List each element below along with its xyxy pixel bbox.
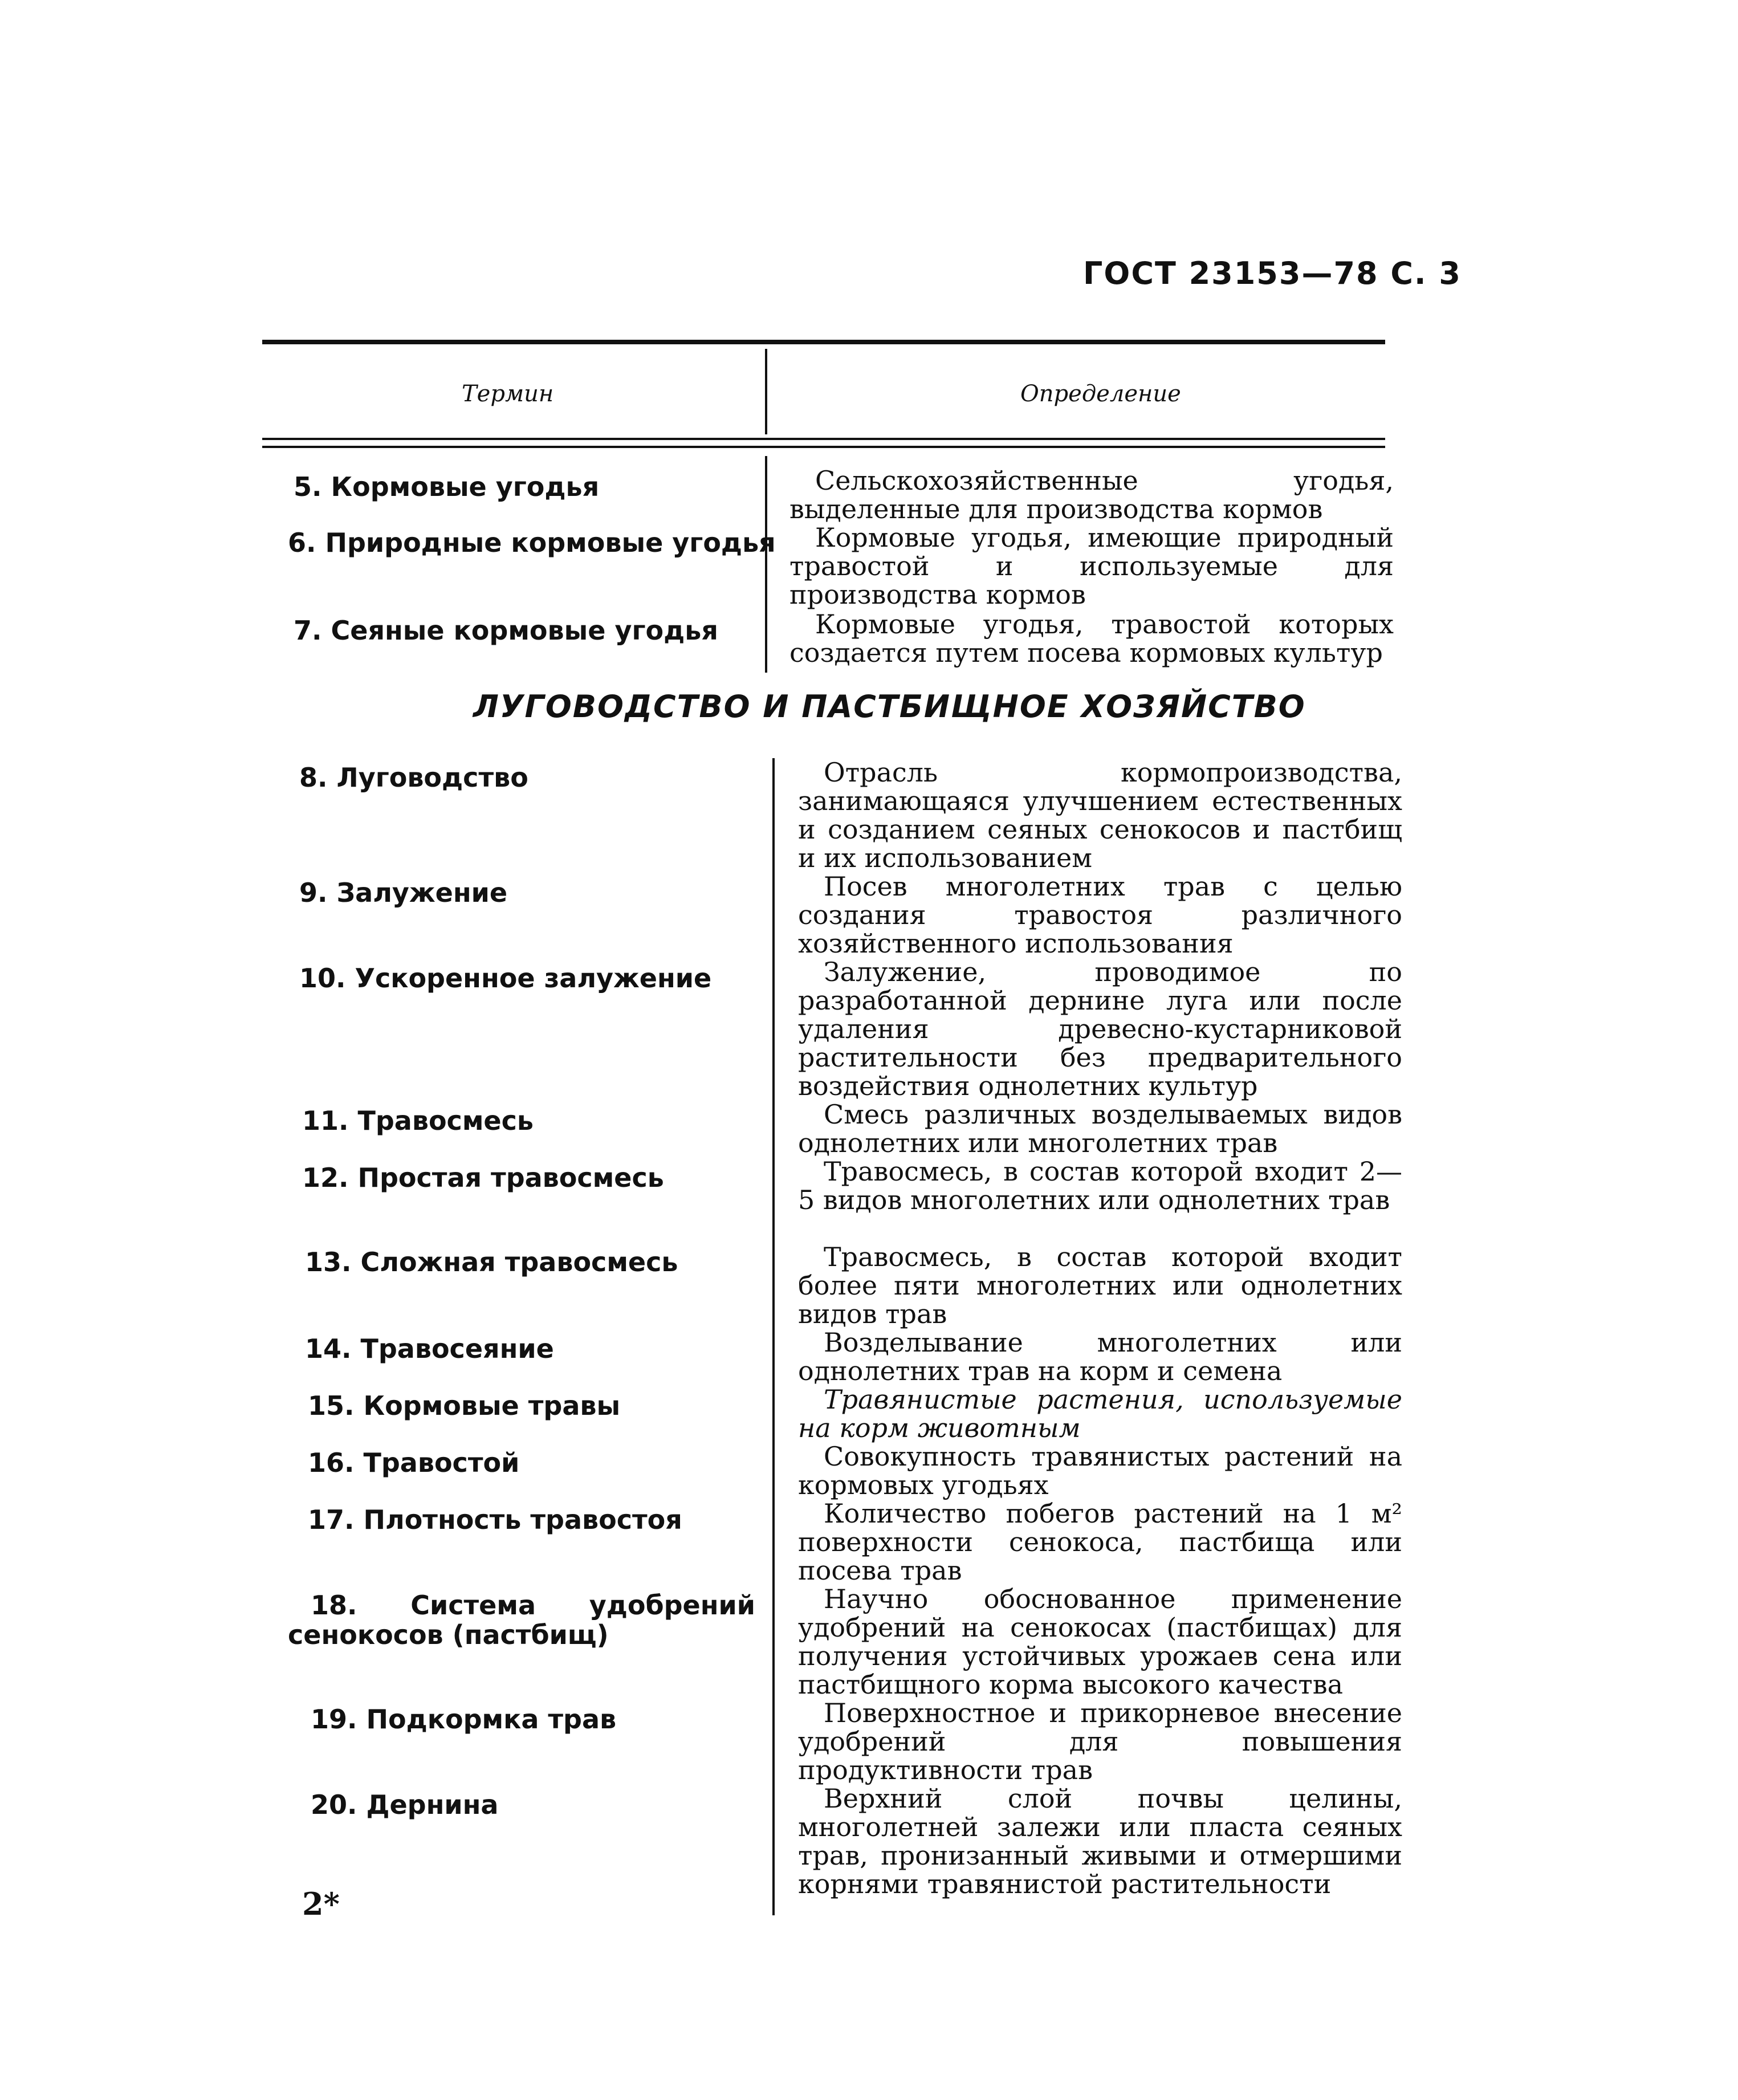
definition-text: Посев многолетних трав с целью создания травостоя различного хозяйственного использования (798, 871, 1402, 959)
table-top-rule (262, 340, 1385, 344)
definition-text: Поверхностное и прикорневое внесение удобрений для повышения продуктивности трав (798, 1698, 1402, 1785)
term-label: 9. Залужение (299, 877, 508, 908)
definition-text: Возделывание многолетних или однолетних трав на корм и семена (798, 1327, 1402, 1386)
term-label: 12. Простая травосмесь (302, 1162, 664, 1193)
term-label: 17. Плотность травостоя (308, 1504, 682, 1535)
page-mark: 2* (302, 1886, 340, 1922)
definition-text: Количество побегов растений на 1 м² поверхности сенокоса, пастбища или посева трав (798, 1498, 1402, 1586)
term-label: 18. Система удобрений сенокосов (пастбищ) (288, 1590, 755, 1650)
definition-text: Залужение, проводимое по разработанной дернине луга или после удаления древесно-кустарниковой растительности без предварительного воздействия однолетних культур (798, 957, 1402, 1101)
column-divider (772, 758, 775, 1915)
definition-text: Травосмесь, в состав которой входит более пяти многолетних или однолетних видов трав (798, 1242, 1402, 1329)
term-label: 19. Подкормка трав (311, 1704, 617, 1735)
term-label: 15. Кормовые травы (308, 1390, 621, 1421)
term-label: 6. Природные кормовые угодья (288, 527, 776, 558)
definition-text: Сельскохозяйственные угодья, выделенные для производства кормов (789, 465, 1394, 524)
definition-text: Кормовые угодья, имеющие природный травостой и используемые для производства кормов (789, 522, 1394, 610)
term-label: 7. Сеяные кормовые угодья (294, 615, 718, 646)
definition-text: Совокупность травянистых растений на кормовых угодьях (798, 1441, 1402, 1500)
column-divider (765, 456, 767, 673)
term-label: 14. Травосеяние (305, 1333, 554, 1364)
term-label: 10. Ускоренное залужение (299, 963, 712, 994)
definition-text: Смесь различных возделываемых видов однолетних или многолетних трав (798, 1099, 1402, 1158)
term-label: 13. Сложная травосмесь (305, 1247, 678, 1277)
definition-text: Кормовые угодья, травостой которых создается путем посева кормовых культур (789, 609, 1394, 668)
term-label: 8. Луговодство (299, 762, 528, 793)
header-rule (262, 446, 1385, 448)
header-rule (262, 438, 1385, 440)
column-header-term: Термин (462, 381, 554, 407)
column-divider (765, 349, 767, 434)
column-header-definition: Определение (1020, 381, 1181, 407)
term-label: 11. Травосмесь (302, 1105, 534, 1136)
section-title: ЛУГОВОДСТВО И ПАСТБИЩНОЕ ХОЗЯЙСТВО (473, 689, 1306, 725)
term-label: 5. Кормовые угодья (294, 471, 600, 502)
definition-text: Травянистые растения, используемые на корм животным (798, 1384, 1402, 1443)
term-label: 20. Дернина (311, 1789, 499, 1820)
definition-text: Научно обоснованное применение удобрений на сенокосах (пастбищах) для получения устойчивых урожаев сена или пастбищного корма высокого качества (798, 1584, 1402, 1700)
definition-text: Отрасль кормопроизводства, занимающаяся улучшением естественных и созданием сеяных сенокосов и пастбищ и их использованием (798, 757, 1402, 873)
document-code: ГОСТ 23153—78 С. 3 (1083, 255, 1462, 291)
definition-text: Верхний слой почвы целины, многолетней залежи или пласта сеяных трав, пронизанный живыми и отмершими корнями травянистой растительности (798, 1783, 1402, 1899)
definition-text: Травосмесь, в состав которой входит 2—5 видов многолетних или однолетних трав (798, 1156, 1402, 1215)
term-label: 16. Травостой (308, 1447, 520, 1478)
